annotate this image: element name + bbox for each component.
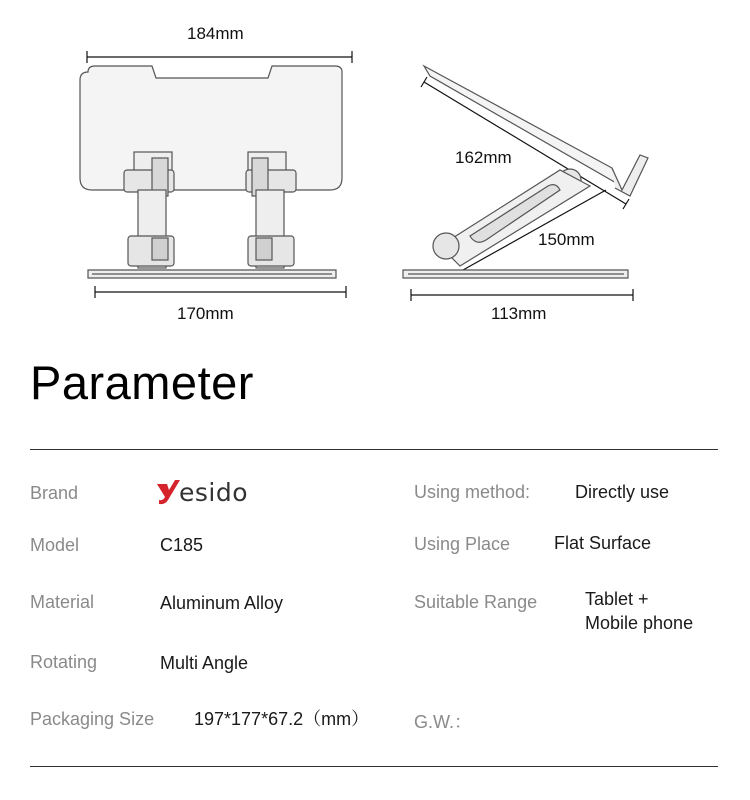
top-divider (30, 449, 718, 450)
rotating-label: Rotating (30, 652, 98, 672)
brand-label: Brand (30, 483, 79, 503)
material-label: Material (30, 592, 95, 612)
suitable-range-value-line2: Mobile phone (585, 613, 694, 633)
packaging-size-value: 197*177*67.2（mm） (194, 709, 370, 729)
side-view-drawing (403, 66, 648, 301)
gross-weight-label: G.W.： (414, 712, 472, 732)
using-method-label: Using method: (414, 482, 531, 502)
front-base-width-label: 170mm (177, 304, 234, 323)
material-value: Aluminum Alloy (160, 593, 284, 613)
model-value: C185 (160, 535, 204, 555)
product-dimension-diagram (0, 0, 750, 340)
using-method-value: Directly use (575, 482, 670, 502)
brand-logo-y-mark (155, 478, 181, 506)
side-panel-length-label: 162mm (455, 148, 512, 167)
suitable-range-label: Suitable Range (414, 592, 538, 612)
brand-logo (155, 478, 248, 506)
bottom-divider (30, 766, 718, 767)
rotating-value: Multi Angle (160, 653, 249, 673)
section-title: Parameter (30, 356, 254, 409)
suitable-range-value-line1: Tablet + (585, 589, 649, 609)
packaging-size-label: Packaging Size (30, 709, 155, 729)
front-view-drawing (80, 51, 352, 298)
side-arm-length-label: 150mm (538, 230, 595, 249)
front-top-width-label: 184mm (187, 24, 244, 43)
brand-logo-text: esido (179, 477, 249, 507)
using-place-label: Using Place (414, 534, 511, 554)
using-place-value: Flat Surface (554, 533, 652, 553)
model-label: Model (30, 535, 80, 555)
side-base-depth-label: 113mm (491, 304, 547, 323)
